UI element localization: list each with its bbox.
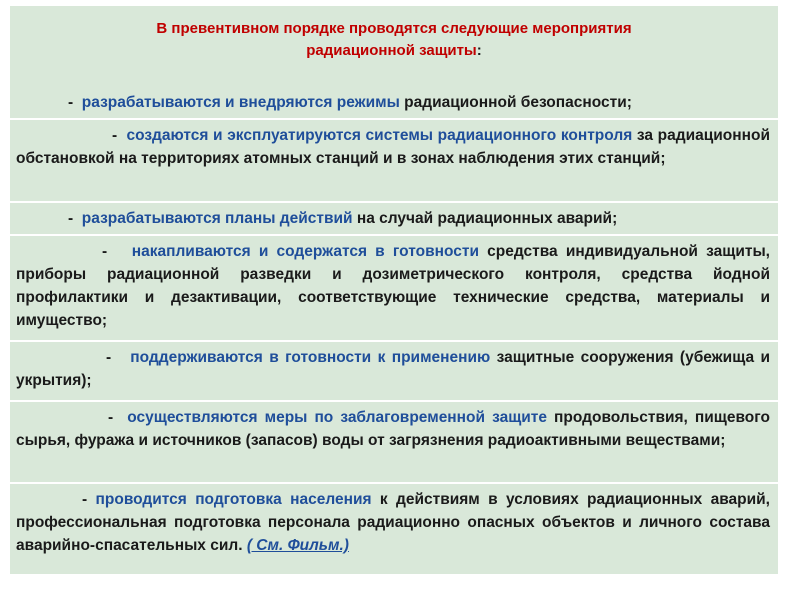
divider xyxy=(10,118,778,120)
list-item-6 xyxy=(16,406,770,452)
item-highlight: разрабатываются и внедряются режимы xyxy=(81,94,400,111)
item-text: к действиям в условиях радиационных аварий, профессиональная подготовка персонала радиационно опасных объектов и личного состава аварийно-спасательных сил. xyxy=(16,491,770,554)
divider xyxy=(10,400,778,402)
divider xyxy=(10,340,778,342)
item-text: продовольствия, пищевого сырья, фуража и источников (запасов) воды от загрязнения радиоактивными веществами; xyxy=(16,409,770,449)
title-line-2 xyxy=(10,40,778,62)
film-link[interactable]: ( См. Фильм.) xyxy=(246,537,349,554)
item-highlight: поддерживаются в готовности к применению xyxy=(130,349,491,366)
item-text: защитные сооружения (убежища и укрытия); xyxy=(16,349,770,389)
divider xyxy=(10,482,778,484)
title-line-2-text: радиационной защиты xyxy=(306,42,477,59)
slide-title xyxy=(10,18,778,62)
item-text: средства индивидуальной защиты, приборы радиационной разведки и дозиметрического контроля, средства йодной профилактики и дезактивации, соответствующие технические средства, материалы и имущество; xyxy=(16,243,770,329)
item-highlight: проводится подготовка населения xyxy=(95,491,372,508)
divider xyxy=(10,234,778,236)
item-dash: - xyxy=(68,94,74,111)
list-item-7 xyxy=(16,488,770,557)
list-item-5 xyxy=(16,346,770,392)
list-item-1 xyxy=(16,91,770,114)
list-item-2 xyxy=(16,124,770,170)
item-text: на случай радиационных аварий; xyxy=(352,210,618,227)
item-text: за радиационной обстановкой на территориях атомных станций и в зонах наблюдения этих станций; xyxy=(16,127,770,167)
item-dash: - xyxy=(106,349,112,366)
divider xyxy=(10,201,778,203)
item-dash: - xyxy=(112,127,118,144)
item-highlight: накапливаются и содержатся в готовности xyxy=(131,243,479,260)
title-line-1: В превентивном порядке проводятся следующие мероприятия xyxy=(156,20,632,37)
list-item-4 xyxy=(16,240,770,332)
item-highlight: создаются и эксплуатируются системы радиационного контроля xyxy=(126,127,633,144)
item-text: радиационной безопасности; xyxy=(399,94,632,111)
item-highlight: разрабатываются планы действий xyxy=(81,210,353,227)
item-highlight: осуществляются меры по заблаговременной защите xyxy=(127,409,548,426)
item-dash: - xyxy=(102,243,108,260)
item-dash: - xyxy=(82,491,88,508)
slide xyxy=(10,6,778,574)
item-dash: - xyxy=(108,409,114,426)
item-dash: - xyxy=(68,210,74,227)
list-item-3 xyxy=(16,207,770,230)
title-colon: : xyxy=(476,42,482,59)
